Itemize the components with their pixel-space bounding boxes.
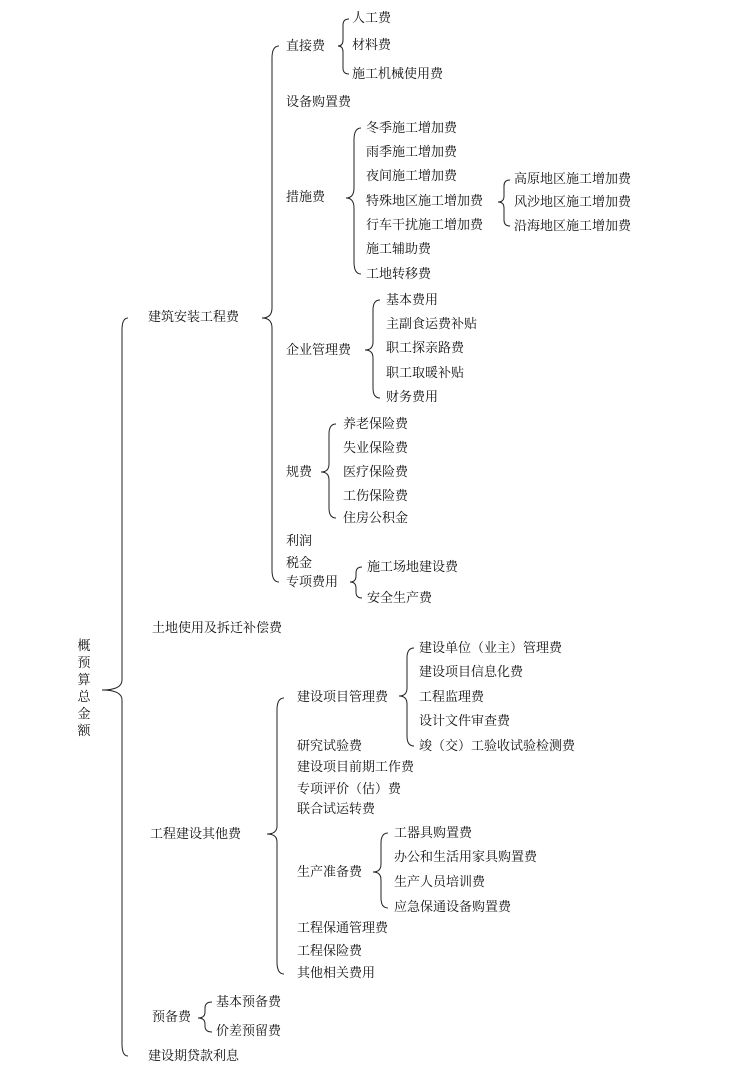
- node-csf-item: 冬季施工增加费: [366, 121, 458, 136]
- node-gf-item: 工伤保险费: [343, 489, 409, 504]
- node-qygl-item: 主副食运费补贴: [386, 317, 478, 332]
- node-zjf-item: 人工费: [352, 11, 392, 26]
- node-csf-item: 行车干扰施工增加费: [366, 218, 484, 233]
- node-zjf-item: 材料费: [352, 38, 392, 53]
- node-xmgl-item: 工程监理费: [419, 690, 485, 705]
- node-gf-item: 住房公积金: [343, 511, 409, 526]
- node-qygl-item: 职工探亲路费: [386, 341, 465, 356]
- node-tsdq-item: 高原地区施工增加费: [514, 172, 632, 187]
- node-tsdq-item: 沿海地区施工增加费: [514, 219, 632, 234]
- node-csf-item: 特殊地区施工增加费: [366, 194, 484, 209]
- node-qygl-item: 基本费用: [386, 293, 439, 308]
- node-zxfy-item: 安全生产费: [367, 591, 433, 606]
- node-zjf-item: 施工机械使用费: [352, 67, 444, 82]
- node-tdsy: 土地使用及拆迁补偿费: [152, 621, 283, 636]
- node-jzaz: 建筑安装工程费: [148, 310, 240, 325]
- node-gf-item: 养老保险费: [343, 417, 409, 432]
- node-sczb-item: 办公和生活用家具购置费: [394, 850, 538, 865]
- node-gf: 规费: [286, 465, 313, 480]
- node-qygl: 企业管理费: [286, 343, 352, 358]
- brace-tsdq: [498, 180, 510, 226]
- node-qygl-item: 财务费用: [386, 390, 439, 405]
- brace-zjf: [338, 19, 349, 74]
- node-lr: 利润: [286, 534, 313, 549]
- node-zxfy-item: 施工场地建设费: [367, 560, 459, 575]
- node-xmgl-item: 建设单位（业主）管理费: [419, 641, 563, 656]
- brace-gf: [321, 424, 336, 518]
- node-xmgl-item: 竣（交）工验收试验检测费: [419, 739, 576, 754]
- brace-jzaz: [262, 46, 279, 582]
- brace-sczb: [373, 833, 388, 908]
- node-csf-item: 施工辅助费: [366, 242, 432, 257]
- node-bt: 工程保通管理费: [297, 921, 389, 936]
- node-csf-item: 工地转移费: [366, 267, 432, 282]
- node-qqgz: 建设项目前期工作费: [297, 760, 415, 775]
- node-qt: 其他相关费用: [297, 966, 376, 981]
- node-csf-item: 夜间施工增加费: [366, 169, 458, 184]
- node-xmgl-item: 建设项目信息化费: [419, 665, 524, 680]
- node-zxfy: 专项费用: [286, 575, 339, 590]
- node-csf: 措施费: [286, 190, 326, 205]
- brace-root: [102, 318, 128, 1056]
- node-qygl-item: 职工取暖补贴: [386, 366, 465, 381]
- brace-gcqt: [267, 698, 284, 974]
- node-lhsy: 联合试运转费: [297, 802, 376, 817]
- node-gcqt: 工程建设其他费: [150, 827, 242, 842]
- node-gf-item: 失业保险费: [343, 441, 409, 456]
- node-sczb-item: 生产人员培训费: [394, 875, 486, 890]
- node-bx: 工程保险费: [297, 944, 363, 959]
- node-ybf-item: 基本预备费: [216, 995, 282, 1010]
- node-tsdq-item: 风沙地区施工增加费: [514, 195, 632, 210]
- node-sbgz: 设备购置费: [286, 95, 352, 110]
- node-sczb: 生产准备费: [297, 865, 363, 880]
- node-sczb-item: 工器具购置费: [394, 826, 473, 841]
- root-label: 概预算总金额: [77, 639, 91, 739]
- node-zxpj: 专项评价（估）费: [297, 782, 402, 797]
- brace-qygl: [365, 300, 380, 398]
- node-ybf: 预备费: [152, 1010, 192, 1025]
- node-csf-item: 雨季施工增加费: [366, 145, 458, 160]
- node-zjf: 直接费: [286, 39, 326, 54]
- node-sczb-item: 应急保通设备购置费: [394, 900, 512, 915]
- node-dklx: 建设期贷款利息: [148, 1049, 240, 1064]
- brace-zxfy: [350, 567, 362, 598]
- brace-csf: [346, 128, 361, 274]
- node-yjsy: 研究试验费: [297, 739, 363, 754]
- node-gf-item: 医疗保险费: [343, 465, 409, 480]
- node-ybf-item: 价差预留费: [216, 1024, 282, 1039]
- node-sj: 税金: [286, 556, 313, 571]
- node-xmgl-item: 设计文件审查费: [419, 714, 511, 729]
- brace-ybf: [198, 1002, 212, 1032]
- node-xmgl: 建设项目管理费: [297, 690, 389, 705]
- brace-xmgl: [399, 648, 414, 746]
